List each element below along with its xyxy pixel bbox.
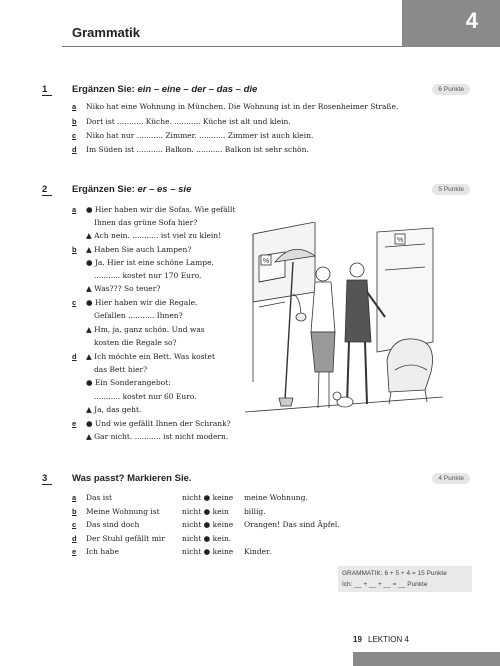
section-3-points-badge: 4 Punkte (432, 473, 470, 484)
s1-item-a (72, 102, 398, 112)
dialog-line: ▲ Was??? So teuer? (86, 284, 161, 293)
s1-item-c (72, 131, 313, 141)
dialog-line: ▲ Ach nein. ........... ist viel zu klein! (86, 231, 222, 240)
s3-row-subject: Ich habe (86, 547, 119, 556)
dialog-line: Ihnen das grüne Sofa hier? (94, 218, 198, 227)
dialog-line: kosten die Regale so? (94, 338, 177, 347)
s2-key-c: c (72, 298, 77, 307)
dialog-line: ▲ Haben Sie auch Lampen? (86, 245, 192, 254)
score-line-total: GRAMMATIK: 6 + 5 + 4 = 15 Punkte (342, 570, 447, 577)
footer-bar (353, 652, 500, 666)
lesson-label: LEKTION 4 (368, 635, 409, 644)
section-2-points-badge: 5 Punkte (432, 184, 470, 195)
s1-item-text: Dort ist ........... Küche. ........... Küche ist alt und klein. (86, 117, 291, 126)
score-line-self: Ich: __ + __ + __ = __ Punkte (342, 581, 428, 588)
s3-row-subject: Der Stuhl gefällt mir (86, 534, 165, 543)
s2-key-a: a (72, 205, 77, 214)
dialog-line: ▲ Ja, das geht. (86, 405, 142, 414)
section-2-title-words: er – es – sie (137, 184, 192, 195)
s1-item-d (72, 145, 309, 155)
s3-row-end: Kinder. (244, 547, 272, 556)
dialog-line: Gefallen ........... Ihnen? (94, 311, 183, 320)
dialog-line: ● Ja. Hier ist eine schöne Lampe. (86, 258, 214, 267)
s3-row-choice[interactable]: nicht ● keine (182, 493, 234, 502)
section-3-number: 3 (42, 473, 52, 485)
dialog-line: ● Hier haben wir die Sofas. Wie gefällt (86, 205, 236, 214)
section-1-number: 1 (42, 84, 52, 96)
s3-row-subject: Meine Wohnung ist (86, 507, 160, 516)
s1-item-key: d (72, 145, 77, 154)
s3-row-choice[interactable]: nicht ● keine (182, 547, 234, 556)
s3-row-choice[interactable]: nicht ● kein. (182, 534, 232, 543)
price-tag-right: % (397, 237, 404, 244)
s1-item-key: c (72, 131, 77, 140)
s3-row-subject: Das ist (86, 493, 112, 502)
s3-row-end: billig. (244, 507, 266, 516)
s2-key-b: b (72, 245, 77, 254)
s1-item-key: a (72, 102, 77, 111)
section-1-title (72, 84, 257, 95)
dialog-line: ▲ Gar nicht. ........... ist nicht modern. (86, 432, 229, 441)
page-title: Grammatik (72, 25, 140, 40)
s3-row-key: c (72, 520, 77, 529)
s2-key-e: e (72, 419, 77, 428)
score-box (338, 566, 472, 592)
chapter-tab: 4 (402, 0, 500, 47)
dialog-line: ▲ Ich möchte ein Bett. Was kostet (86, 352, 215, 361)
s3-row-end: meine Wohnung. (244, 493, 308, 502)
dialog-line: ● Und wie gefällt Ihnen der Schrank? (86, 419, 231, 428)
section-2-title (72, 184, 191, 195)
s3-row-key: e (72, 547, 77, 556)
dialog-line: ● Ein Sonderangebot: (86, 378, 171, 387)
dialog-line: ........... kostet nur 170 Euro. (94, 271, 202, 280)
s1-item-text: Niko hat nur ........... Zimmer. ........... Zimmer ist auch klein. (86, 131, 314, 140)
s3-row-end: Orangen! Das sind Äpfel. (244, 520, 340, 529)
s3-row-key: b (72, 507, 77, 516)
s3-row-key: a (72, 493, 77, 502)
section-1-title-words: ein – eine – der – das – die (137, 84, 258, 95)
section-3-title: Was passt? Markieren Sie. (72, 473, 192, 484)
s1-item-b (72, 117, 291, 127)
s3-row-choice[interactable]: nicht ● keine (182, 520, 234, 529)
s3-row-subject: Das sind doch (86, 520, 140, 529)
dialog-line: das Bett hier? (94, 365, 148, 374)
dialog-line: ▲ Hm, ja, ganz schön. Und was (86, 325, 205, 334)
section-1-points-badge: 6 Punkte (432, 84, 470, 95)
s2-key-d: d (72, 352, 77, 361)
page-number: 19 (353, 635, 362, 644)
s1-item-key: b (72, 117, 77, 126)
section-1-title-prefix: Ergänzen Sie: (72, 84, 138, 95)
dialog-line: ........... kostet nur 60 Euro. (94, 392, 197, 401)
s1-item-text: Im Süden ist ........... Balkon. ........... Balkon ist sehr schön. (86, 145, 309, 154)
section-2-title-prefix: Ergänzen Sie: (72, 184, 138, 195)
s3-row-key: d (72, 534, 77, 543)
furniture-store-illustration (245, 222, 443, 424)
dialog-line: ● Hier haben wir die Regale. (86, 298, 198, 307)
price-tag-left: % (263, 258, 270, 265)
s1-item-text: Niko hat eine Wohnung in München. Die Wohnung ist in der Rosenheimer Straße. (86, 102, 399, 111)
section-2-number: 2 (42, 184, 52, 196)
s3-row-choice[interactable]: nicht ● kein (182, 507, 229, 516)
header-rule (62, 46, 402, 47)
